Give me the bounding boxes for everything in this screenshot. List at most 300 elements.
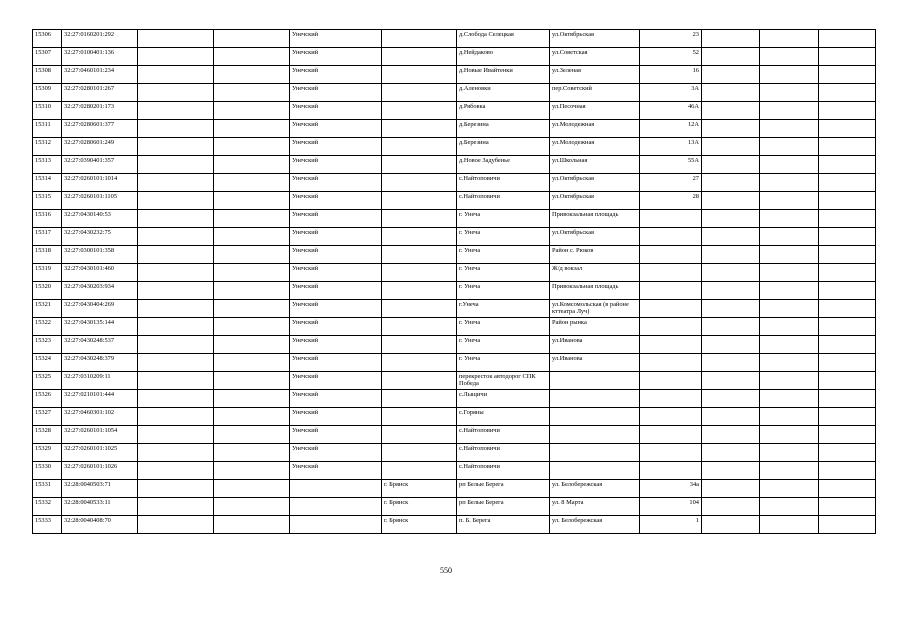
- col-11-cell: [760, 264, 819, 282]
- table-body: [33, 30, 876, 534]
- col-11-cell: [760, 84, 819, 102]
- locality-cell: д.Новые Ивайтенки: [457, 66, 550, 84]
- house-number-cell: 23: [640, 30, 702, 48]
- table-row: [33, 300, 876, 318]
- street-cell: ул. Белобережская: [550, 480, 640, 498]
- col-3-cell: [138, 372, 214, 390]
- table-row: [33, 48, 876, 66]
- city-cell: [382, 300, 457, 318]
- record-number-cell: 15330: [33, 462, 62, 480]
- record-number-cell: 15316: [33, 210, 62, 228]
- col-3-cell: [138, 30, 214, 48]
- col-11-cell: [760, 30, 819, 48]
- record-number-cell: 15311: [33, 120, 62, 138]
- table-row: [33, 282, 876, 300]
- street-cell: ул.Октябрьская: [550, 228, 640, 246]
- col-3-cell: [138, 48, 214, 66]
- col-4-cell: [214, 48, 290, 66]
- district-cell: Унечский: [290, 282, 382, 300]
- col-12-cell: [819, 300, 876, 318]
- cadastral-number-cell: 32:28:0040533:11: [62, 498, 138, 516]
- city-cell: [382, 462, 457, 480]
- street-cell: [550, 390, 640, 408]
- col-12-cell: [819, 426, 876, 444]
- table-row: [33, 354, 876, 372]
- col-3-cell: [138, 426, 214, 444]
- col-12-cell: [819, 102, 876, 120]
- locality-cell: д.Новое Задубенье: [457, 156, 550, 174]
- city-cell: [382, 264, 457, 282]
- district-cell: Унечский: [290, 264, 382, 282]
- table-row: [33, 336, 876, 354]
- cadastral-number-cell: 32:28:0040408:70: [62, 516, 138, 534]
- record-number-cell: 15320: [33, 282, 62, 300]
- col-4-cell: [214, 174, 290, 192]
- col-11-cell: [760, 462, 819, 480]
- street-cell: пер.Советский: [550, 84, 640, 102]
- col-12-cell: [819, 516, 876, 534]
- locality-cell: д.Березина: [457, 138, 550, 156]
- col-11-cell: [760, 444, 819, 462]
- house-number-cell: 52: [640, 48, 702, 66]
- house-number-cell: [640, 246, 702, 264]
- locality-cell: с.Найтоповичи: [457, 444, 550, 462]
- col-10-cell: [702, 426, 760, 444]
- street-cell: ул. 8 Марта: [550, 498, 640, 516]
- record-number-cell: 15306: [33, 30, 62, 48]
- table-row: [33, 408, 876, 426]
- district-cell: Унечский: [290, 426, 382, 444]
- house-number-cell: [640, 408, 702, 426]
- col-12-cell: [819, 66, 876, 84]
- record-number-cell: 15307: [33, 48, 62, 66]
- col-3-cell: [138, 300, 214, 318]
- table-row: [33, 138, 876, 156]
- district-cell: Унечский: [290, 174, 382, 192]
- locality-cell: перекресток автодорог СПК Победа: [457, 372, 550, 390]
- locality-cell: с.Лыщичи: [457, 390, 550, 408]
- col-3-cell: [138, 282, 214, 300]
- city-cell: [382, 354, 457, 372]
- col-3-cell: [138, 480, 214, 498]
- district-cell: Унечский: [290, 300, 382, 318]
- col-4-cell: [214, 354, 290, 372]
- col-3-cell: [138, 66, 214, 84]
- record-number-cell: 15322: [33, 318, 62, 336]
- record-number-cell: 15309: [33, 84, 62, 102]
- house-number-cell: 104: [640, 498, 702, 516]
- city-cell: [382, 336, 457, 354]
- cadastral-number-cell: 32:27:0460301:102: [62, 408, 138, 426]
- city-cell: [382, 444, 457, 462]
- col-12-cell: [819, 120, 876, 138]
- col-11-cell: [760, 516, 819, 534]
- cadastral-number-cell: 32:27:0260101:1105: [62, 192, 138, 210]
- col-12-cell: [819, 174, 876, 192]
- record-number-cell: 15317: [33, 228, 62, 246]
- col-4-cell: [214, 84, 290, 102]
- record-number-cell: 15324: [33, 354, 62, 372]
- table-row: [33, 174, 876, 192]
- col-3-cell: [138, 462, 214, 480]
- col-12-cell: [819, 498, 876, 516]
- city-cell: [382, 390, 457, 408]
- col-3-cell: [138, 264, 214, 282]
- col-11-cell: [760, 48, 819, 66]
- street-cell: ул.Зеленая: [550, 66, 640, 84]
- house-number-cell: [640, 354, 702, 372]
- col-3-cell: [138, 228, 214, 246]
- col-10-cell: [702, 102, 760, 120]
- col-12-cell: [819, 354, 876, 372]
- col-10-cell: [702, 264, 760, 282]
- col-10-cell: [702, 318, 760, 336]
- house-number-cell: [640, 444, 702, 462]
- record-number-cell: 15328: [33, 426, 62, 444]
- district-cell: Унечский: [290, 318, 382, 336]
- table-row: [33, 372, 876, 390]
- city-cell: [382, 84, 457, 102]
- cadastral-number-cell: 32:27:0280201:173: [62, 102, 138, 120]
- table-row: [33, 156, 876, 174]
- col-10-cell: [702, 192, 760, 210]
- locality-cell: г.Унеча: [457, 300, 550, 318]
- district-cell: [290, 480, 382, 498]
- district-cell: Унечский: [290, 210, 382, 228]
- col-3-cell: [138, 102, 214, 120]
- record-number-cell: 15331: [33, 480, 62, 498]
- col-4-cell: [214, 264, 290, 282]
- col-10-cell: [702, 174, 760, 192]
- col-10-cell: [702, 66, 760, 84]
- cadastral-number-cell: 32:27:0430404:269: [62, 300, 138, 318]
- col-12-cell: [819, 408, 876, 426]
- col-11-cell: [760, 174, 819, 192]
- col-3-cell: [138, 354, 214, 372]
- record-number-cell: 15323: [33, 336, 62, 354]
- city-cell: [382, 318, 457, 336]
- table-row: [33, 120, 876, 138]
- col-11-cell: [760, 354, 819, 372]
- city-cell: [382, 66, 457, 84]
- cadastral-number-cell: 32:27:0430232:75: [62, 228, 138, 246]
- street-cell: ул.Молодежная: [550, 120, 640, 138]
- col-4-cell: [214, 138, 290, 156]
- col-4-cell: [214, 498, 290, 516]
- city-cell: [382, 192, 457, 210]
- cadastral-number-cell: 32:27:0430101:460: [62, 264, 138, 282]
- district-cell: Унечский: [290, 246, 382, 264]
- house-number-cell: 27: [640, 174, 702, 192]
- record-number-cell: 15318: [33, 246, 62, 264]
- locality-cell: д.Нейдаково: [457, 48, 550, 66]
- col-3-cell: [138, 336, 214, 354]
- col-12-cell: [819, 318, 876, 336]
- record-number-cell: 15315: [33, 192, 62, 210]
- col-10-cell: [702, 228, 760, 246]
- col-4-cell: [214, 210, 290, 228]
- district-cell: Унечский: [290, 66, 382, 84]
- street-cell: Ж/д вокзал: [550, 264, 640, 282]
- col-3-cell: [138, 174, 214, 192]
- district-cell: Унечский: [290, 156, 382, 174]
- street-cell: ул.Иванова: [550, 336, 640, 354]
- cadastral-number-cell: 32:27:0260101:1026: [62, 462, 138, 480]
- city-cell: г. Брянск: [382, 516, 457, 534]
- col-12-cell: [819, 282, 876, 300]
- city-cell: [382, 246, 457, 264]
- col-11-cell: [760, 318, 819, 336]
- col-12-cell: [819, 84, 876, 102]
- col-4-cell: [214, 66, 290, 84]
- col-11-cell: [760, 246, 819, 264]
- record-number-cell: 15326: [33, 390, 62, 408]
- city-cell: г. Брянск: [382, 498, 457, 516]
- locality-cell: г. Унеча: [457, 282, 550, 300]
- col-3-cell: [138, 516, 214, 534]
- col-4-cell: [214, 30, 290, 48]
- col-12-cell: [819, 372, 876, 390]
- district-cell: Унечский: [290, 192, 382, 210]
- street-cell: ул.Октябрьская: [550, 192, 640, 210]
- street-cell: Привокзальная площадь: [550, 282, 640, 300]
- city-cell: [382, 408, 457, 426]
- locality-cell: г. Унеча: [457, 246, 550, 264]
- locality-cell: с.Найтоповичи: [457, 192, 550, 210]
- col-10-cell: [702, 480, 760, 498]
- col-3-cell: [138, 84, 214, 102]
- district-cell: Унечский: [290, 228, 382, 246]
- col-10-cell: [702, 444, 760, 462]
- col-11-cell: [760, 426, 819, 444]
- locality-cell: с.Найтоповичи: [457, 462, 550, 480]
- col-11-cell: [760, 480, 819, 498]
- col-3-cell: [138, 408, 214, 426]
- col-4-cell: [214, 372, 290, 390]
- col-10-cell: [702, 516, 760, 534]
- table-row: [33, 390, 876, 408]
- col-4-cell: [214, 300, 290, 318]
- locality-cell: д.Рябовка: [457, 102, 550, 120]
- col-12-cell: [819, 462, 876, 480]
- record-number-cell: 15313: [33, 156, 62, 174]
- city-cell: [382, 138, 457, 156]
- street-cell: [550, 462, 640, 480]
- cadastral-number-cell: 32:27:0260101:1014: [62, 174, 138, 192]
- district-cell: Унечский: [290, 408, 382, 426]
- col-3-cell: [138, 120, 214, 138]
- city-cell: [382, 30, 457, 48]
- register-table: [32, 29, 876, 534]
- col-4-cell: [214, 336, 290, 354]
- cadastral-number-cell: 32:27:0430135:144: [62, 318, 138, 336]
- city-cell: [382, 120, 457, 138]
- district-cell: Унечский: [290, 30, 382, 48]
- table-row: [33, 228, 876, 246]
- cadastral-number-cell: 32:27:0460101:234: [62, 66, 138, 84]
- table-row: [33, 30, 876, 48]
- street-cell: ул.Октябрьская: [550, 174, 640, 192]
- city-cell: [382, 426, 457, 444]
- col-12-cell: [819, 210, 876, 228]
- district-cell: Унечский: [290, 462, 382, 480]
- table-row: [33, 444, 876, 462]
- record-number-cell: 15321: [33, 300, 62, 318]
- house-number-cell: 3А: [640, 84, 702, 102]
- street-cell: [550, 426, 640, 444]
- street-cell: ул.Молодежная: [550, 138, 640, 156]
- col-4-cell: [214, 444, 290, 462]
- col-11-cell: [760, 210, 819, 228]
- col-11-cell: [760, 282, 819, 300]
- col-10-cell: [702, 210, 760, 228]
- house-number-cell: [640, 228, 702, 246]
- district-cell: [290, 498, 382, 516]
- col-4-cell: [214, 462, 290, 480]
- street-cell: ул.Школьная: [550, 156, 640, 174]
- col-12-cell: [819, 444, 876, 462]
- col-10-cell: [702, 354, 760, 372]
- locality-cell: г. Унеча: [457, 336, 550, 354]
- city-cell: [382, 228, 457, 246]
- col-11-cell: [760, 120, 819, 138]
- col-11-cell: [760, 228, 819, 246]
- col-11-cell: [760, 390, 819, 408]
- house-number-cell: [640, 318, 702, 336]
- col-10-cell: [702, 372, 760, 390]
- col-3-cell: [138, 138, 214, 156]
- house-number-cell: 55А: [640, 156, 702, 174]
- house-number-cell: [640, 372, 702, 390]
- street-cell: [550, 444, 640, 462]
- table-row: [33, 102, 876, 120]
- house-number-cell: 13А: [640, 138, 702, 156]
- col-4-cell: [214, 102, 290, 120]
- col-10-cell: [702, 48, 760, 66]
- cadastral-number-cell: 32:27:0160201:292: [62, 30, 138, 48]
- col-11-cell: [760, 138, 819, 156]
- table-row: [33, 84, 876, 102]
- col-12-cell: [819, 48, 876, 66]
- cadastral-number-cell: 32:27:0280101:267: [62, 84, 138, 102]
- locality-cell: с.Найтоповичи: [457, 174, 550, 192]
- street-cell: Район рынка: [550, 318, 640, 336]
- street-cell: ул.Советская: [550, 48, 640, 66]
- house-number-cell: 12А: [640, 120, 702, 138]
- table-row: [33, 210, 876, 228]
- col-10-cell: [702, 84, 760, 102]
- record-number-cell: 15332: [33, 498, 62, 516]
- cadastral-number-cell: 32:27:0280601:377: [62, 120, 138, 138]
- record-number-cell: 15329: [33, 444, 62, 462]
- street-cell: [550, 372, 640, 390]
- col-12-cell: [819, 390, 876, 408]
- city-cell: [382, 210, 457, 228]
- street-cell: [550, 408, 640, 426]
- district-cell: Унечский: [290, 372, 382, 390]
- house-number-cell: 46А: [640, 102, 702, 120]
- city-cell: [382, 282, 457, 300]
- col-4-cell: [214, 192, 290, 210]
- record-number-cell: 15312: [33, 138, 62, 156]
- record-number-cell: 15310: [33, 102, 62, 120]
- district-cell: Унечский: [290, 336, 382, 354]
- col-11-cell: [760, 66, 819, 84]
- col-10-cell: [702, 156, 760, 174]
- house-number-cell: [640, 462, 702, 480]
- city-cell: [382, 156, 457, 174]
- cadastral-number-cell: 32:27:0390401:357: [62, 156, 138, 174]
- col-4-cell: [214, 246, 290, 264]
- col-11-cell: [760, 498, 819, 516]
- record-number-cell: 15325: [33, 372, 62, 390]
- col-12-cell: [819, 228, 876, 246]
- col-10-cell: [702, 282, 760, 300]
- col-3-cell: [138, 498, 214, 516]
- city-cell: [382, 48, 457, 66]
- locality-cell: д.Слобода Селецкая: [457, 30, 550, 48]
- cadastral-number-cell: 32:27:0300101:358: [62, 246, 138, 264]
- house-number-cell: [640, 426, 702, 444]
- house-number-cell: 28: [640, 192, 702, 210]
- col-4-cell: [214, 156, 290, 174]
- col-10-cell: [702, 120, 760, 138]
- col-10-cell: [702, 462, 760, 480]
- col-3-cell: [138, 246, 214, 264]
- col-4-cell: [214, 120, 290, 138]
- col-3-cell: [138, 210, 214, 228]
- city-cell: г. Брянск: [382, 480, 457, 498]
- street-cell: Район с. Рюков: [550, 246, 640, 264]
- col-10-cell: [702, 390, 760, 408]
- col-3-cell: [138, 192, 214, 210]
- page-number: 550: [440, 566, 452, 575]
- street-cell: Привокзальная площадь: [550, 210, 640, 228]
- col-10-cell: [702, 246, 760, 264]
- col-3-cell: [138, 156, 214, 174]
- cadastral-number-cell: 32:28:0040503:71: [62, 480, 138, 498]
- district-cell: Унечский: [290, 354, 382, 372]
- house-number-cell: 1: [640, 516, 702, 534]
- house-number-cell: [640, 336, 702, 354]
- locality-cell: с.Найтоповичи: [457, 426, 550, 444]
- col-10-cell: [702, 300, 760, 318]
- cadastral-number-cell: 32:27:0260101:1025: [62, 444, 138, 462]
- col-4-cell: [214, 318, 290, 336]
- street-cell: ул.Песочная: [550, 102, 640, 120]
- col-3-cell: [138, 318, 214, 336]
- col-12-cell: [819, 156, 876, 174]
- district-cell: Унечский: [290, 138, 382, 156]
- col-4-cell: [214, 408, 290, 426]
- house-number-cell: [640, 300, 702, 318]
- city-cell: [382, 102, 457, 120]
- locality-cell: п. Б. Берега: [457, 516, 550, 534]
- district-cell: Унечский: [290, 48, 382, 66]
- district-cell: Унечский: [290, 390, 382, 408]
- table-row: [33, 318, 876, 336]
- house-number-cell: 16: [640, 66, 702, 84]
- house-number-cell: 34а: [640, 480, 702, 498]
- table-row: [33, 192, 876, 210]
- cadastral-number-cell: 32:27:0100401:136: [62, 48, 138, 66]
- city-cell: [382, 372, 457, 390]
- street-cell: ул.Октябрьская: [550, 30, 640, 48]
- house-number-cell: [640, 210, 702, 228]
- cadastral-number-cell: 32:27:0430248:379: [62, 354, 138, 372]
- district-cell: Унечский: [290, 120, 382, 138]
- table-row: [33, 480, 876, 498]
